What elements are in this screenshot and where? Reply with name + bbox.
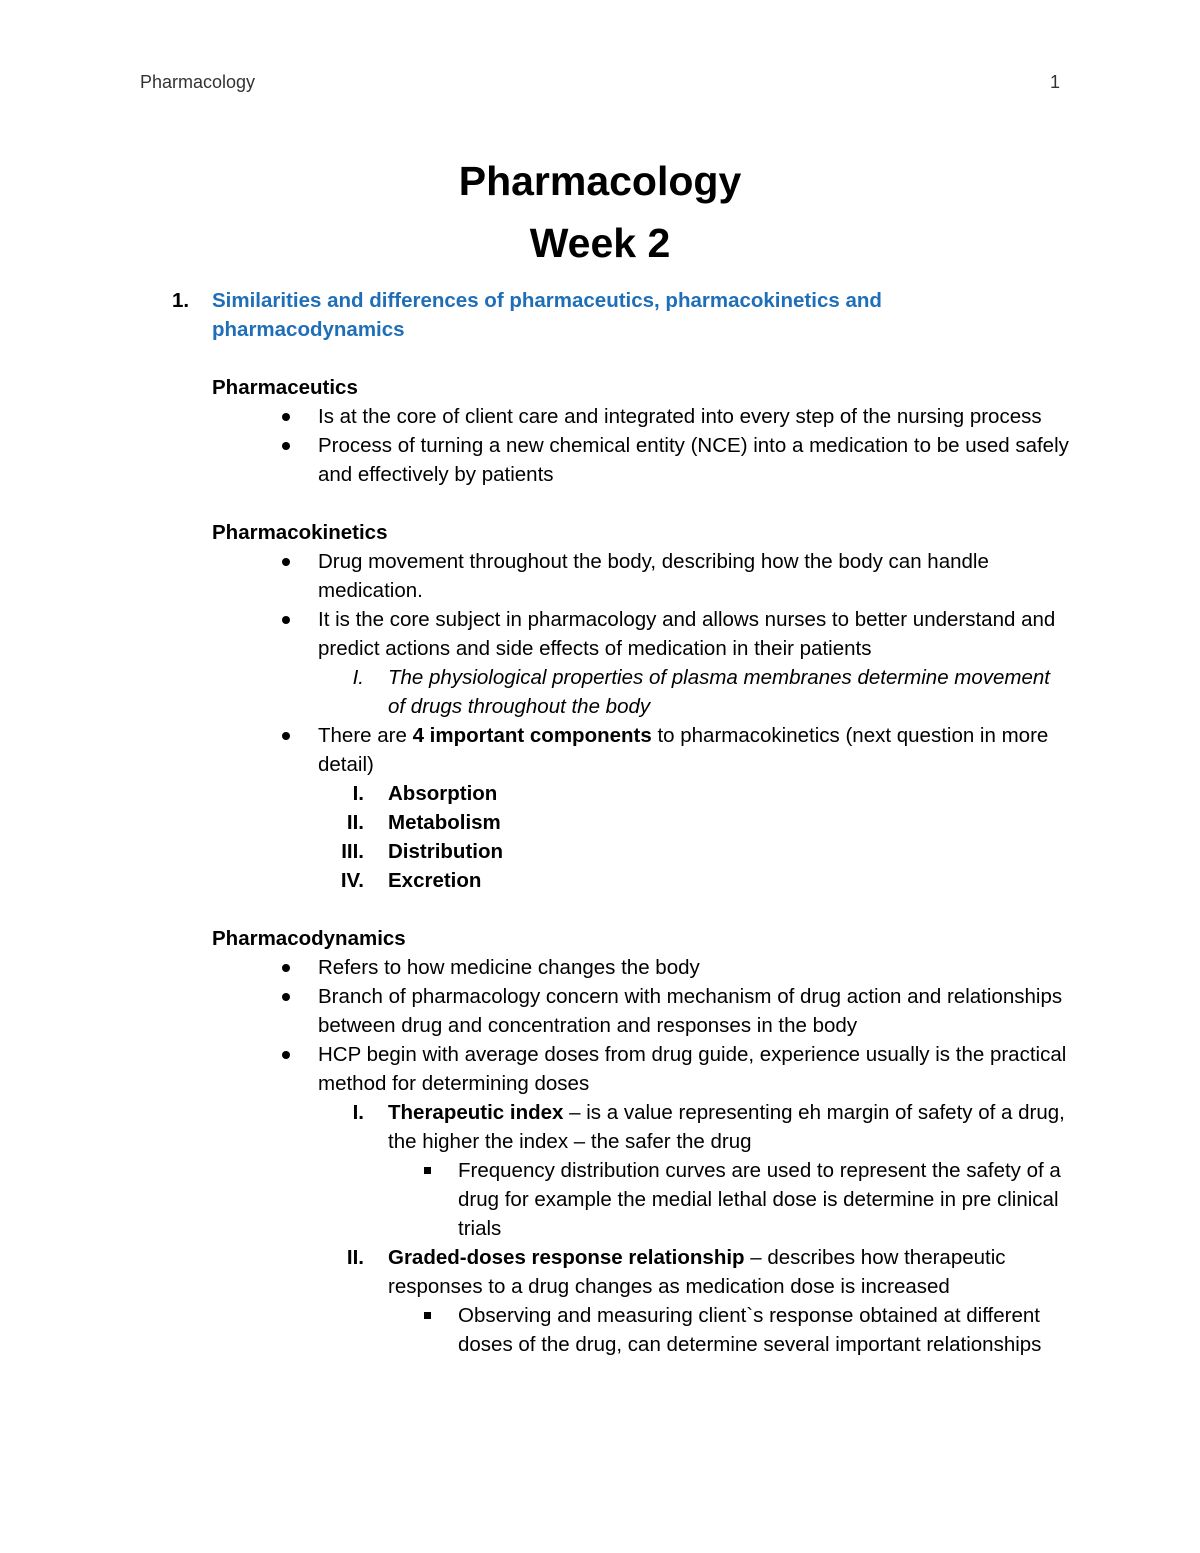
bullet-icon	[282, 993, 290, 1001]
graded-dose-sublist	[172, 1301, 1072, 1359]
list-item: II. Metabolism	[346, 811, 501, 834]
bullet-icon	[282, 558, 290, 566]
title-line-1: Pharmacology	[458, 158, 742, 204]
list-item: Frequency distribution curves are used to represent the safety of a drug for example the medial lethal dose is determine in pre clinical trials	[172, 1156, 1072, 1243]
list-item: Process of turning a new chemical entity (NCE) into a medication to be used safely and effectively by patients	[172, 431, 1072, 489]
list-item-text: The physiological properties of plasma membranes determine movement of drugs throughout the body	[388, 666, 1051, 718]
list-item: Refers to how medicine changes the body	[172, 953, 1072, 982]
list-item: Branch of pharmacology concern with mechanism of drug action and relationships between drug and concentration and responses in the body	[172, 982, 1072, 1040]
pharmaceutics-heading: Pharmaceutics	[212, 376, 358, 399]
bullet-icon	[282, 732, 290, 740]
bullet-icon	[282, 413, 290, 421]
pharmacodynamics-items-list	[172, 1098, 1072, 1156]
pharmacodynamics-heading: Pharmacodynamics	[212, 927, 406, 950]
bullet-icon	[282, 616, 290, 624]
term: Graded-doses response relationship	[388, 1246, 745, 1269]
pharmacokinetics-list-continued	[172, 721, 1072, 779]
list-item: HCP begin with average doses from drug guide, experience usually is the practical method for determining doses	[172, 1040, 1072, 1098]
square-bullet-icon	[424, 1167, 431, 1174]
list-item: There are 4 important components to pharmacokinetics (next question in more detail)	[172, 721, 1072, 779]
list-item: Is at the core of client care and integrated into every step of the nursing process	[172, 402, 1072, 431]
section-number: 1.	[172, 289, 190, 312]
list-item: Drug movement throughout the body, describing how the body can handle medication.	[172, 547, 1072, 605]
document-body	[172, 286, 1072, 1359]
bullet-icon	[282, 1051, 290, 1059]
roman-numeral: I.	[352, 666, 364, 689]
square-bullet-icon	[424, 1312, 431, 1319]
section-1-heading	[172, 286, 1072, 344]
page-number: 1	[1049, 72, 1060, 92]
therapeutic-index-sublist	[172, 1156, 1072, 1243]
list-item: II. Graded-doses response relationship – describes how therapeutic responses to a drug changes as medication dose is increased	[346, 1246, 1006, 1298]
list-item	[172, 663, 1072, 721]
title-line-2: Week 2	[529, 220, 671, 266]
running-header-title: Pharmacology	[140, 72, 256, 92]
list-item: Observing and measuring client`s response obtained at different doses of the drug, can determine several important relationships	[172, 1301, 1072, 1359]
pharmacokinetics-note-list	[172, 663, 1072, 721]
list-item: I. Therapeutic index – is a value representing eh margin of safety of a drug, the higher the index – the safer the drug	[352, 1101, 1065, 1153]
pharmacokinetics-heading: Pharmacokinetics	[212, 521, 388, 544]
pharmacokinetics-list	[172, 547, 1072, 663]
list-item: III. Distribution	[341, 840, 504, 863]
pharmacodynamics-items-list-2	[172, 1243, 1072, 1301]
list-item: IV. Excretion	[340, 869, 482, 892]
bullet-icon	[282, 964, 290, 972]
running-header	[140, 72, 1060, 98]
bullet-icon	[282, 442, 290, 450]
pharmaceutics-list	[172, 402, 1072, 489]
pharmacodynamics-list	[172, 953, 1072, 1098]
document-title	[0, 150, 1200, 274]
section-heading-text: Similarities and differences of pharmaceutics, pharmacokinetics and pharmacodynamics	[212, 289, 882, 341]
list-item: I. Absorption	[352, 782, 498, 805]
pharmacokinetics-components-list	[172, 779, 1072, 895]
list-item: It is the core subject in pharmacology and allows nurses to better understand and predict actions and side effects of medication in their patients	[172, 605, 1072, 663]
term: Therapeutic index	[388, 1101, 564, 1124]
